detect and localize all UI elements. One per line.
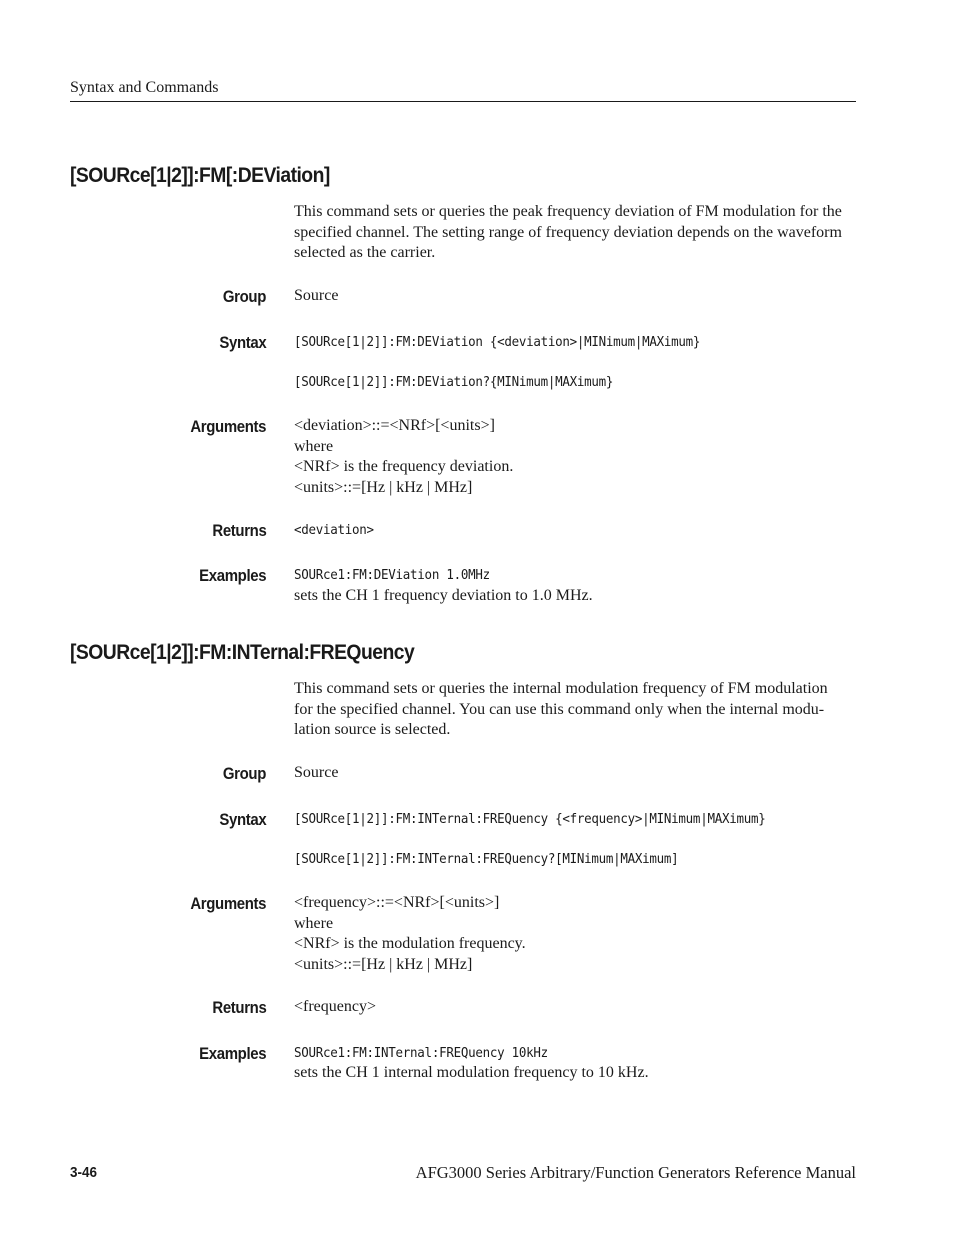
section-title-internal-frequency: [SOURce[1|2]]:FM:INTernal:FREQuency: [70, 640, 415, 664]
syntax-label: Syntax: [219, 333, 266, 352]
examples-label: Examples: [198, 566, 266, 585]
argument-line: <units>::=[Hz | kHz | MHz]: [294, 955, 473, 973]
syntax-set-command: [SOURce[1|2]]:FM:DEViation {<deviation>|MINimum|MAXimum}: [294, 334, 701, 350]
running-head: Syntax and Commands: [70, 79, 219, 96]
arguments-label: Arguments: [190, 894, 266, 913]
returns-value: <deviation>: [294, 522, 374, 538]
argument-line: where: [294, 437, 334, 455]
syntax-label: Syntax: [219, 810, 266, 829]
section-description-internal-frequency: [294, 679, 856, 741]
argument-line: <deviation>::=<NRf>[<units>]: [294, 417, 495, 434]
argument-line: <NRf> is the frequency deviation.: [294, 458, 514, 475]
returns-value: <frequency>: [294, 998, 377, 1015]
arguments-block: [294, 416, 856, 498]
page-number: 3-46: [70, 1164, 98, 1181]
example-code: SOURce1:FM:DEViation 1.0MHz: [294, 567, 490, 583]
syntax-set-command: [SOURce[1|2]]:FM:INTernal:FREQuency {<frequency>|MINimum|MAXimum}: [294, 811, 766, 827]
group-label: Group: [222, 287, 266, 306]
example-description: sets the CH 1 frequency deviation to 1.0 MHz.: [294, 587, 593, 604]
example-description: sets the CH 1 internal modulation frequency to 10 kHz.: [294, 1064, 649, 1081]
examples-label: Examples: [198, 1044, 266, 1063]
syntax-query-command: [SOURce[1|2]]:FM:DEViation?{MINimum|MAXimum}: [294, 374, 614, 390]
description-line: for the specified channel. You can use this command only when the internal modu-: [294, 700, 825, 718]
section-title-deviation: [SOURce[1|2]]:FM[:DEViation]: [70, 163, 330, 187]
example-code: SOURce1:FM:INTernal:FREQuency 10kHz: [294, 1045, 548, 1061]
argument-line: <frequency>::=<NRf>[<units>]: [294, 894, 500, 911]
manual-title: AFG3000 Series Arbitrary/Function Generators Reference Manual: [415, 1163, 856, 1182]
argument-line: <NRf> is the modulation frequency.: [294, 935, 526, 952]
group-value: Source: [294, 287, 339, 304]
arguments-block: [294, 893, 856, 975]
returns-label: Returns: [211, 521, 266, 540]
returns-label: Returns: [211, 998, 266, 1017]
argument-line: <units>::=[Hz | kHz | MHz]: [294, 478, 473, 496]
header-divider: [70, 101, 856, 102]
group-label: Group: [222, 764, 266, 783]
description-line: lation source is selected.: [294, 721, 451, 738]
arguments-label: Arguments: [190, 417, 266, 436]
syntax-query-command: [SOURce[1|2]]:FM:INTernal:FREQuency?[MINimum|MAXimum]: [294, 851, 679, 867]
section-description-deviation: This command sets or queries the peak frequency deviation of FM modulation for the specified channel. The setting range of frequency deviation depends on the waveform selected as the carrier.: [294, 203, 842, 261]
group-value: Source: [294, 764, 339, 781]
argument-line: where: [294, 914, 334, 932]
description-line: This command sets or queries the internal modulation frequency of FM modulation: [294, 680, 828, 697]
